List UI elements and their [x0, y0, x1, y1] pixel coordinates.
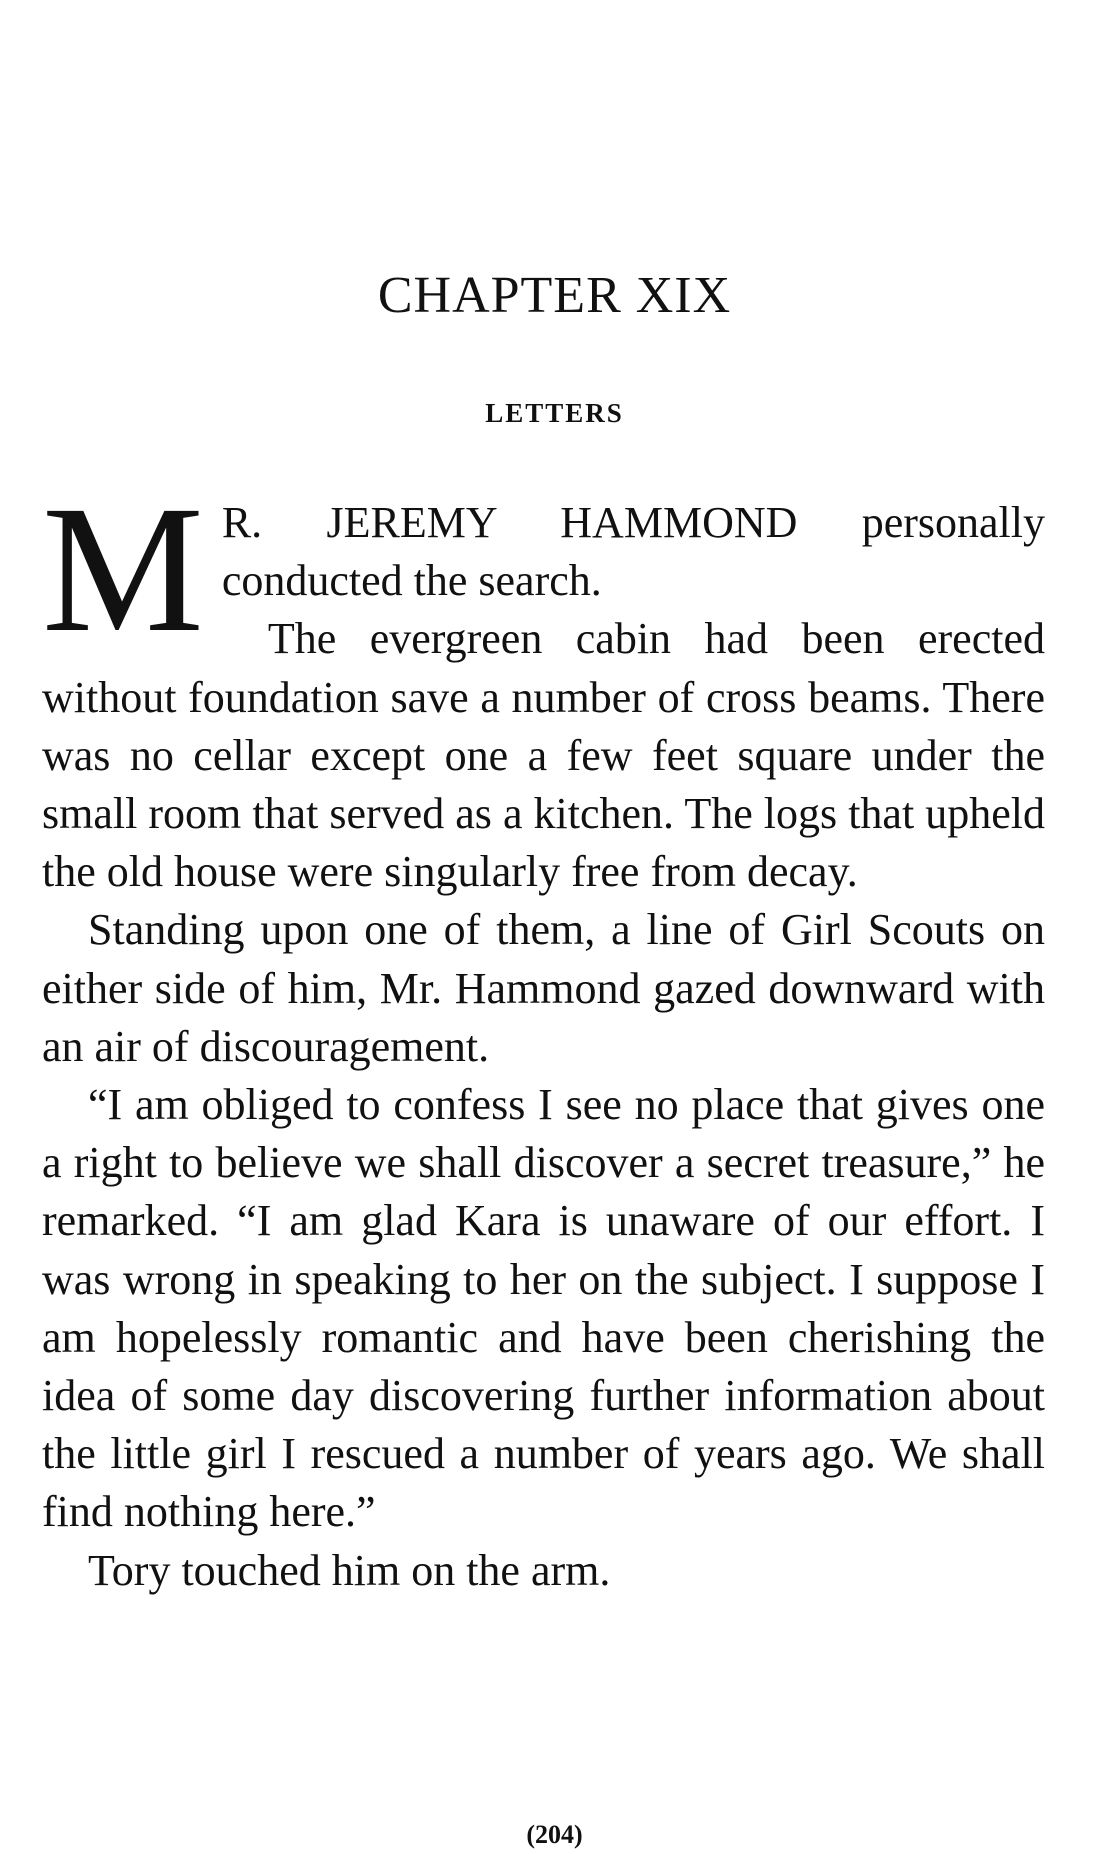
paragraph: “I am obliged to confess I see no place that gives one a right to believe we shall discover a secret treasure,” he remarked. “I am glad Kara is unaware of our effort. I was wrong in speaking to her on the subject. I suppose I am hopelessly romantic and have been cherishing the idea of some day discovering further information about the little girl I rescued a number of years ago. We shall find nothing here.” [42, 1080, 1045, 1537]
paragraph: Tory touched him on the arm. [88, 1545, 611, 1595]
paragraph: R. JEREMY HAMMOND personally conducted the search. [221, 498, 1045, 606]
drop-cap: M [42, 469, 204, 670]
page-number: (204) [526, 1820, 583, 1849]
chapter-body [42, 469, 1045, 1600]
chapter-title: CHAPTER XIX [377, 267, 732, 324]
paragraph: The evergreen cabin had been erected without foundation save a number of cross beams. There was no cellar except one a few feet square under the small room that served as a kitchen. The logs that upheld the old house were singularly free from decay. [42, 614, 1045, 897]
chapter-subtitle: LETTERS [485, 398, 624, 428]
paragraph: Standing upon one of them, a line of Girl Scouts on either side of him, Mr. Hammond gazed downward with an air of discouragement. [42, 905, 1045, 1071]
